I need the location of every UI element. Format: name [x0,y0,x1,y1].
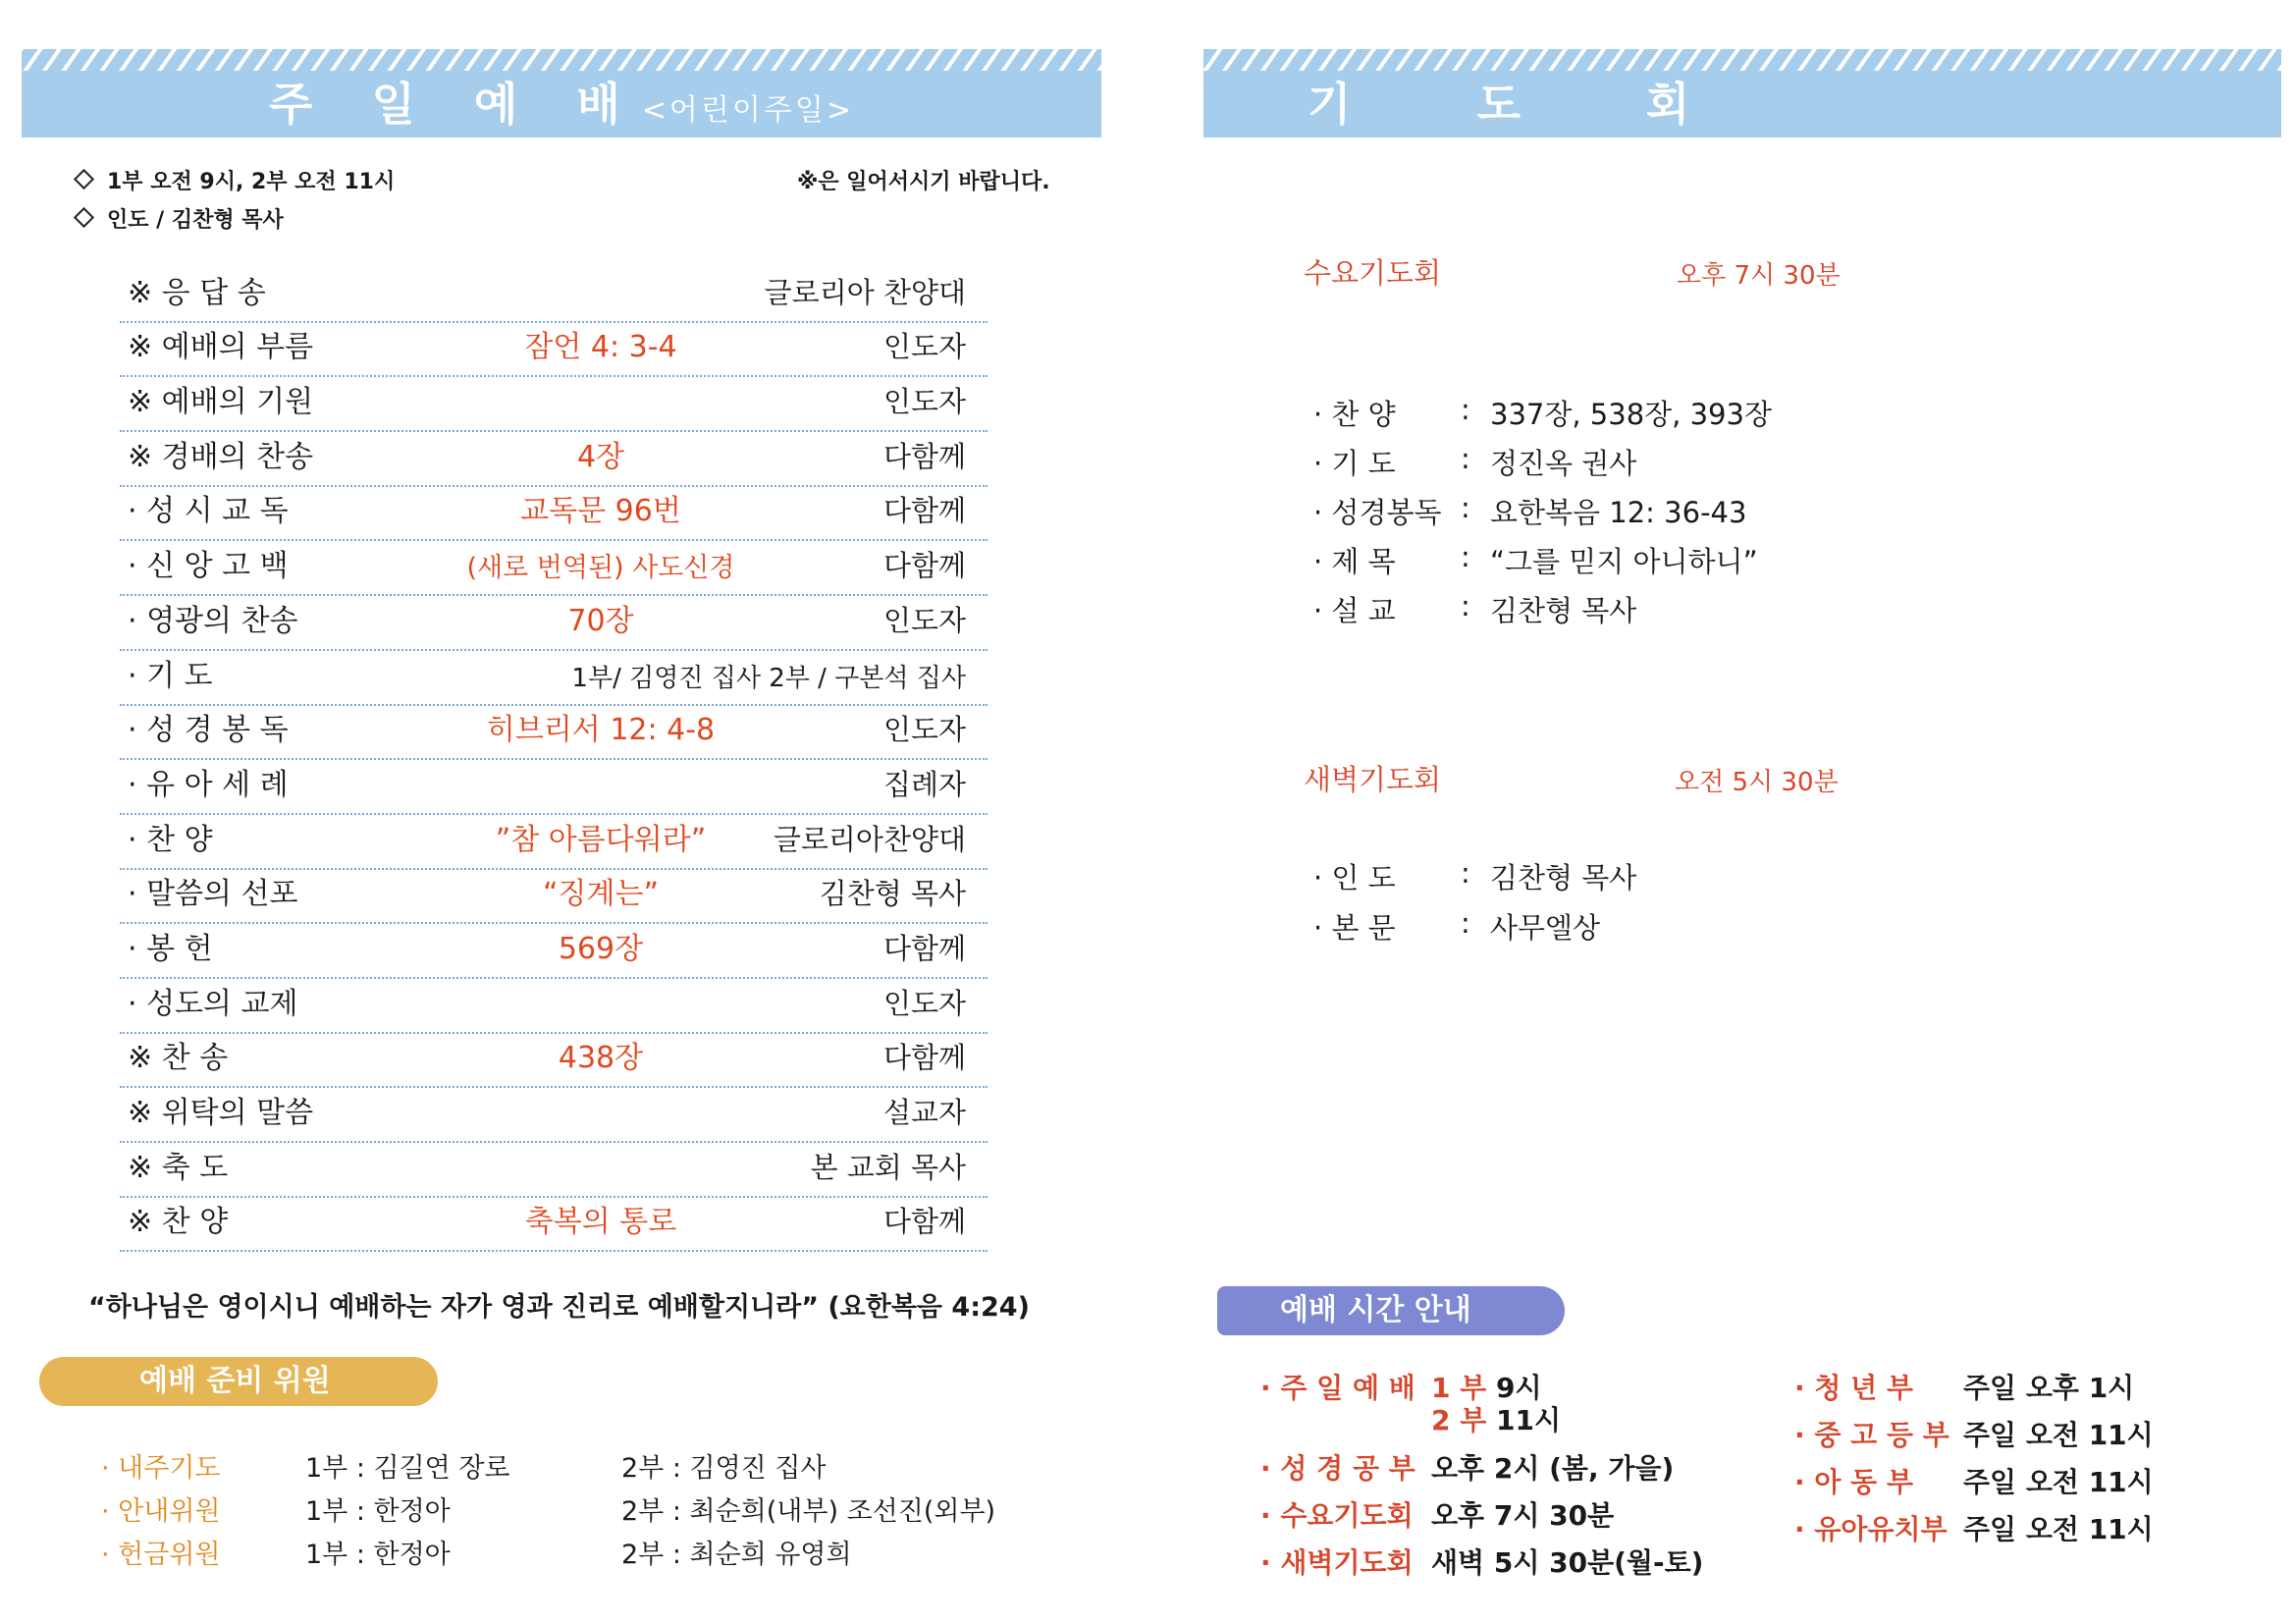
prayer-row-colon: : [1461,442,1470,475]
prayer-row-colon: : [1461,906,1470,940]
order-item-leader: 1부/ 김영진 집사 2부 / 구본석 집사 [571,663,966,693]
order-item-leader: 다함께 [882,931,966,965]
title-text: 주 일 예 배 [269,78,642,131]
order-row [120,268,988,323]
prayer-row-value: 정진옥 권사 [1490,447,1637,480]
header-stripe [1203,49,2281,71]
diamond-icon [74,169,94,189]
committee-members: 1부 : 한정아 [305,1540,451,1570]
prayer-row-label: · 설 교 [1313,594,1396,627]
order-row [120,760,988,815]
service-time-label: · 수요기도회 [1260,1499,1414,1532]
prayer-row-label: · 찬 양 [1313,398,1396,431]
left-header-bar [22,49,1101,137]
order-item-label: ※ 위탁의 말씀 [128,1096,314,1130]
order-row [120,541,988,596]
prayer-row-value: 요한복음 12: 36-43 [1490,496,1747,529]
committee-members: 2부 : 최순희 유영희 [621,1540,852,1570]
order-item-label: ※ 응 답 송 [128,275,266,310]
dawn-title: 새벽기도회 [1304,763,1442,796]
service-time-label: · 아 동 부 [1794,1466,1914,1498]
committee-label: · 안내위원 [101,1496,221,1527]
service-time-value: 새벽 5시 30분(월-토) [1431,1546,1704,1579]
title-subtitle: <어린이주일> [641,93,854,128]
order-item-leader: 설교자 [882,1096,966,1129]
prayer-row-colon: : [1461,393,1470,426]
order-row [120,870,988,925]
leader-line: 인도 / 김찬형 목사 [77,203,284,234]
service-time-value: 주일 오전 11시 [1963,1466,2154,1498]
service-time-value: 주일 오전 11시 [1963,1513,2154,1545]
service-time-value: 오후 2시 (봄, 가을) [1431,1452,1675,1485]
order-item-leader: 인도자 [882,603,966,637]
order-row [120,651,988,706]
service-time-label: · 주 일 예 배 [1260,1372,1415,1404]
order-item-detail: 4장 [576,439,625,474]
service-time-value: 주일 오후 1시 [1963,1372,2135,1404]
prayer-row-label: · 기 도 [1313,447,1396,480]
service-times-line: 1부 오전 9시, 2부 오전 11시 [77,165,395,195]
order-row [120,432,988,487]
prayer-meeting-title: 기 도 회 [1308,78,1745,131]
order-row [120,706,988,761]
order-item-label: · 성 경 봉 독 [128,713,289,748]
order-item-leader: 다함께 [882,439,966,473]
sunday-service-title [22,69,1101,134]
service-time-value: 2 부 11시 [1431,1404,1562,1436]
order-item-leader: 집례자 [882,767,966,801]
committee-members: 1부 : 한정아 [305,1496,451,1527]
order-row [120,596,988,651]
prayer-row-colon: : [1461,856,1470,890]
service-time-value: 오후 7시 30분 [1431,1499,1615,1532]
service-time-label: · 새벽기도회 [1260,1546,1414,1579]
order-item-leader: 다함께 [882,1205,966,1239]
committee-members: 1부 : 김길연 장로 [305,1453,510,1484]
prayer-row-colon: : [1461,589,1470,623]
prayer-row-value: “그를 믿지 아니하니” [1490,545,1758,578]
order-item-label: · 말씀의 선포 [128,877,298,912]
order-item-label: · 영광의 찬송 [128,603,298,638]
prayer-row-value: 사무엘상 [1490,911,1601,945]
order-row [120,1034,988,1089]
order-row [120,1088,988,1143]
prayer-row-colon: : [1461,540,1470,573]
prayer-row-colon: : [1461,491,1470,524]
service-time-value: 주일 오전 11시 [1963,1419,2154,1451]
order-item-detail: ”참 아름다워라” [495,822,707,857]
order-item-leader: 인도자 [882,330,966,364]
order-item-label: · 유 아 세 례 [128,767,289,802]
order-item-label: · 성 시 교 독 [128,494,289,529]
dawn-time: 오전 5시 30분 [1675,768,1839,797]
prayer-row-label: · 제 목 [1313,545,1396,578]
order-row [120,979,988,1034]
order-item-leader: 다함께 [882,1041,966,1075]
order-item-label: ※ 예배의 부름 [128,330,314,365]
order-item-label: ※ 찬 송 [128,1041,229,1076]
prayer-row-value: 김찬형 목사 [1490,594,1637,627]
prayer-row-value: 김찬형 목사 [1490,861,1637,894]
order-item-label: · 기 도 [128,658,213,693]
prayer-row-label: · 인 도 [1313,861,1396,894]
order-item-label: · 봉 헌 [128,931,213,966]
order-item-label: ※ 예배의 기원 [128,385,314,420]
order-item-leader: 인도자 [882,986,966,1020]
order-row [120,815,988,870]
order-item-label: ※ 찬 양 [128,1205,229,1240]
scripture-verse: “하나님은 영이시니 예배하는 자가 영과 진리로 예배할지니라” (요한복음 4:24) [88,1292,1030,1323]
service-time-label: · 청 년 부 [1794,1372,1914,1404]
order-item-leader: 다함께 [882,494,966,528]
committee-label: · 헌금위원 [101,1540,221,1570]
order-item-leader: 김찬형 목사 [819,877,966,911]
order-item-label: · 성도의 교제 [128,986,298,1021]
order-item-detail: 70장 [567,603,634,638]
order-item-label: · 신 앙 고 백 [128,549,289,584]
order-row [120,487,988,542]
order-item-leader: 다함께 [882,549,966,583]
order-row [120,924,988,979]
wednesday-title: 수요기도회 [1304,256,1442,290]
header-stripe [22,49,1101,71]
prayer-row-label: · 성경봉독 [1313,496,1442,529]
order-item-detail: 히브리서 12: 4-8 [486,713,716,748]
order-row [120,377,988,432]
order-item-leader: 본 교회 목사 [810,1150,966,1184]
diamond-icon [74,207,94,228]
order-item-detail: (새로 번역된) 사도신경 [466,553,735,584]
committee-label: · 내주기도 [101,1453,221,1484]
order-item-detail: 축복의 통로 [524,1205,677,1240]
order-item-leader: 글로리아찬양대 [773,822,966,856]
right-header-bar [1203,49,2281,137]
committee-members: 2부 : 최순희(내부) 조선진(외부) [621,1496,996,1527]
order-item-label: ※ 축 도 [128,1150,229,1185]
order-item-detail: 교독문 96번 [520,494,681,529]
order-item-leader: 인도자 [882,713,966,747]
order-item-detail: 438장 [558,1041,644,1076]
service-time-label: · 유아유치부 [1794,1513,1948,1545]
prayer-row-value: 337장, 538장, 393장 [1490,398,1772,431]
order-item-label: · 찬 양 [128,822,213,857]
order-of-worship [120,268,988,1252]
wednesday-time: 오후 7시 30분 [1677,261,1841,291]
service-times-title: 예배 시간 안내 [1217,1286,1565,1335]
committee-title: 예배 준비 위원 [39,1357,438,1406]
order-row [120,1198,988,1253]
order-item-detail: 569장 [558,931,644,966]
order-row [120,323,988,378]
order-row [120,1143,988,1198]
order-item-detail: 잠언 4: 3-4 [524,330,677,365]
order-item-label: ※ 경배의 찬송 [128,439,314,474]
stand-note: ※은 일어서시기 바랍니다. [797,170,1050,194]
service-time-label: · 성 경 공 부 [1260,1452,1415,1485]
order-item-leader: 글로리아 찬양대 [764,275,966,309]
order-item-leader: 인도자 [882,385,966,419]
service-time-value: 1 부 9시 [1431,1372,1542,1404]
order-item-detail: “징계는” [542,877,660,912]
committee-members: 2부 : 김영진 집사 [621,1453,827,1484]
service-time-label: · 중 고 등 부 [1794,1419,1949,1451]
prayer-row-label: · 본 문 [1313,911,1396,945]
